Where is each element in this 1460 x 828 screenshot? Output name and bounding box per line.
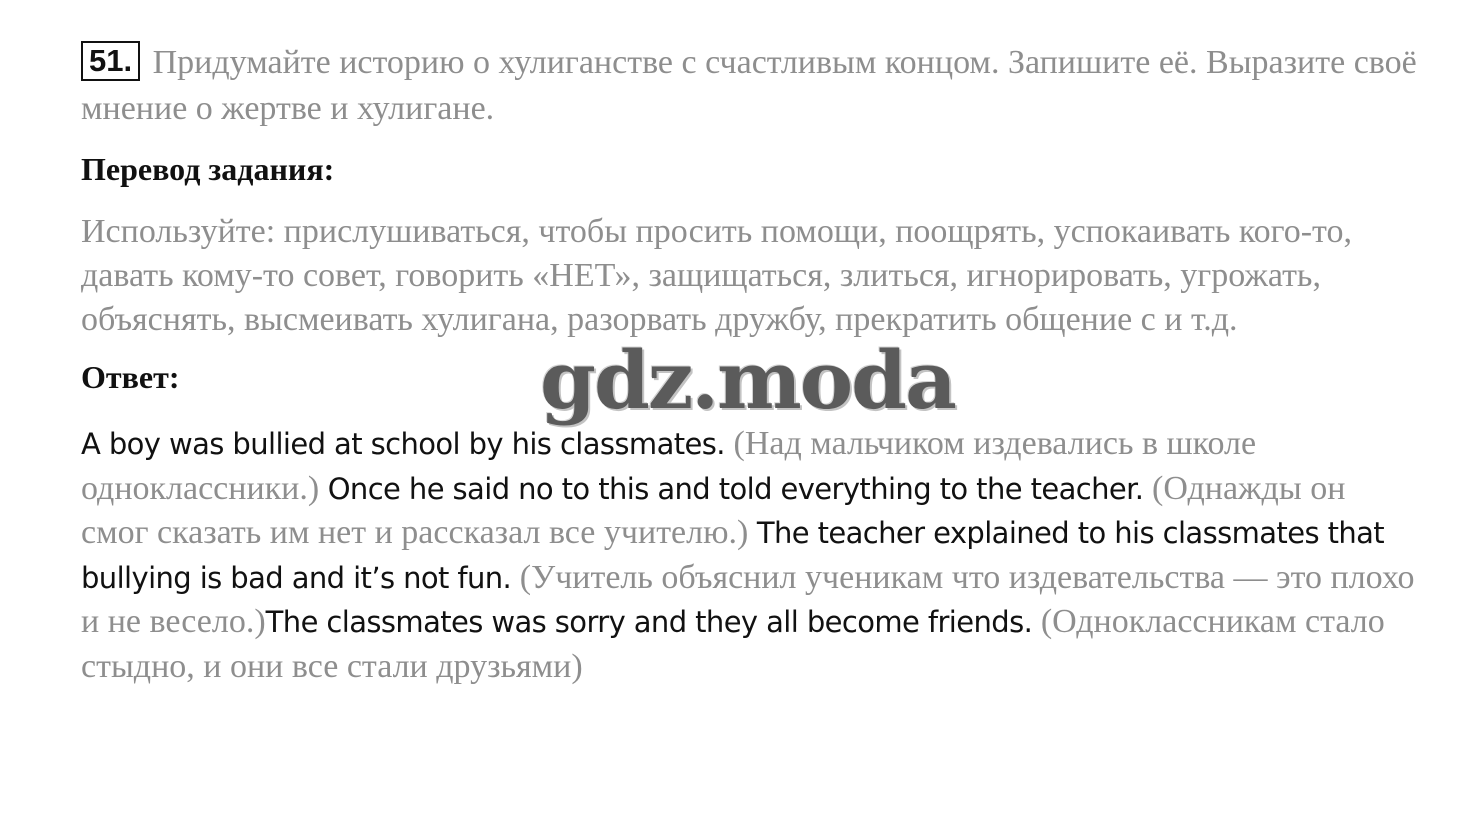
answer-sentence-en: Once he said no to this and told everything to the teacher. <box>327 471 1153 506</box>
translation-text: Используйте: прислушиваться, чтобы просить помощи, поощрять, успокаивать кого-то, давать кому-то совет, говорить «НЕТ», защищаться, злиться, игнорировать, угрожать, объяснять, высмеивать хулигана, разорвать дружбу, прекратить общение с и т.д. <box>81 213 1352 338</box>
translation-heading: Перевод задания: <box>81 151 335 187</box>
task-number: 51. <box>81 41 140 81</box>
task-text: Придумайте историю о хулиганстве с счастливым концом. Запишите её. Выразите своё мнение о жертве и хулигане. <box>81 44 1417 127</box>
answer-sentence-ru: (Одноклассникам стало стыдно, и они все стали друзьями) <box>81 603 1385 685</box>
answer-sentence-en: The teacher explained to his classmates that bullying is bad and it’s not fun. <box>81 516 1385 595</box>
answer-text <box>81 422 1421 689</box>
answer-sentence-ru: (Однажды он смог сказать им нет и рассказал все учителю.) <box>81 469 1346 551</box>
answer-sentence-ru: (Над мальчиком издевались в школе одноклассники.) <box>81 425 1257 507</box>
task-statement <box>81 40 1421 132</box>
answer-sentence-en: A boy was bullied at school by his classmates. <box>81 427 734 461</box>
answer-heading: Ответ: <box>81 359 180 395</box>
answer-sentence-en: The classmates was sorry and they all become friends. <box>265 605 1041 639</box>
answer-sentence-ru: (Учитель объяснил ученикам что издевательства — это плохо и не весело.) <box>81 558 1415 640</box>
watermark-logo: gdz.moda <box>540 333 955 427</box>
